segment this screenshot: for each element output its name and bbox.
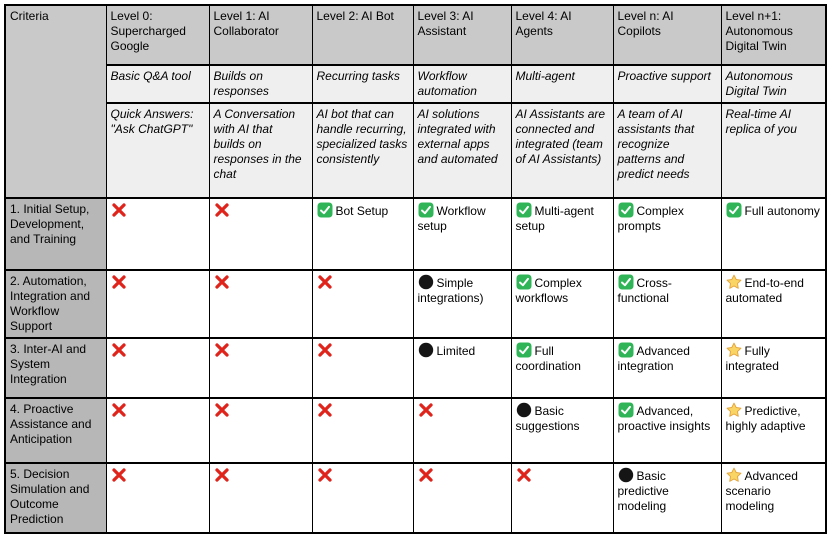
matrix-cell [209, 398, 312, 463]
tagline-cell-level-0: Basic Q&A tool [106, 65, 209, 103]
matrix-cell-text: Predictive, highly adaptive [725, 404, 806, 433]
cross-icon [214, 344, 233, 358]
matrix-cell [413, 270, 511, 338]
matrix-cell [721, 398, 826, 463]
check-icon [618, 344, 637, 358]
star-icon [726, 404, 745, 418]
description-cell-level-5: A team of AI assistants that recognize patterns and predict needs [613, 103, 721, 198]
matrix-cell-text: Complex workflows [515, 276, 582, 305]
matrix-cell [413, 398, 511, 463]
cross-icon [418, 469, 437, 483]
tagline-cell-level-6: Autonomous Digital Twin [721, 65, 826, 103]
criteria-column-header: Criteria [5, 5, 106, 198]
matrix-cell [413, 198, 511, 270]
table-row [5, 398, 826, 463]
criteria-row-label-1: 1. Initial Setup, Development, and Training [5, 198, 106, 270]
matrix-cell [721, 198, 826, 270]
matrix-cell [106, 338, 209, 398]
description-cell-level-6: Real-time AI replica of you [721, 103, 826, 198]
description-cell-level-2: AI bot that can handle recurring, specialized tasks consistently [312, 103, 413, 198]
matrix-cell-text: Advanced scenario modeling [725, 469, 798, 513]
tagline-cell-level-5: Proactive support [613, 65, 721, 103]
matrix-cell [106, 198, 209, 270]
cross-icon [516, 469, 535, 483]
criteria-row-label-2: 2. Automation, Integration and Workflow Support [5, 270, 106, 338]
criteria-row-label-3: 3. Inter-AI and System Integration [5, 338, 106, 398]
matrix-cell-text: Workflow setup [417, 204, 486, 233]
table-row [5, 338, 826, 398]
star-icon [726, 469, 745, 483]
check-icon [516, 344, 535, 358]
table-body [5, 198, 826, 533]
black-circle-icon [618, 469, 637, 483]
check-icon [317, 204, 336, 218]
check-icon [618, 404, 637, 418]
matrix-cell [511, 398, 613, 463]
matrix-cell [312, 463, 413, 533]
cross-icon [418, 404, 437, 418]
cross-icon [111, 276, 130, 290]
table-row [5, 270, 826, 338]
column-header-level-1: Level 1: AI Collaborator [209, 5, 312, 65]
criteria-row-label-5: 5. Decision Simulation and Outcome Prediction [5, 463, 106, 533]
matrix-cell [613, 270, 721, 338]
table-row [5, 198, 826, 270]
black-circle-icon [516, 404, 535, 418]
criteria-row-label-4: 4. Proactive Assistance and Anticipation [5, 398, 106, 463]
check-icon [618, 276, 637, 290]
tagline-cell-level-2: Recurring tasks [312, 65, 413, 103]
tagline-cell-level-3: Workflow automation [413, 65, 511, 103]
check-icon [618, 204, 637, 218]
matrix-cell [209, 198, 312, 270]
matrix-cell [721, 270, 826, 338]
column-header-level-3: Level 3: AI Assistant [413, 5, 511, 65]
matrix-cell-text: Fully integrated [725, 344, 779, 373]
matrix-cell-text: End-to-end automated [725, 276, 804, 305]
check-icon [516, 276, 535, 290]
matrix-cell [209, 338, 312, 398]
check-icon [516, 204, 535, 218]
matrix-cell [209, 463, 312, 533]
cross-icon [111, 204, 130, 218]
matrix-cell [312, 338, 413, 398]
tagline-cell-level-4: Multi-agent [511, 65, 613, 103]
matrix-cell [312, 398, 413, 463]
matrix-cell-text: Complex prompts [617, 204, 684, 233]
cross-icon [317, 404, 336, 418]
matrix-cell [511, 463, 613, 533]
matrix-cell [312, 270, 413, 338]
matrix-cell [613, 398, 721, 463]
matrix-cell-text: Advanced, proactive insights [617, 404, 711, 433]
matrix-cell-text: Bot Setup [335, 204, 389, 218]
matrix-cell [106, 270, 209, 338]
description-cell-level-1: A Conversation with AI that builds on responses in the chat [209, 103, 312, 198]
matrix-cell [613, 463, 721, 533]
description-cell-level-3: AI solutions integrated with external apps and automated [413, 103, 511, 198]
matrix-cell-text: Limited [436, 344, 476, 358]
comparison-table [4, 4, 827, 534]
matrix-cell [613, 198, 721, 270]
matrix-cell [511, 270, 613, 338]
matrix-cell [721, 463, 826, 533]
matrix-cell [511, 338, 613, 398]
column-header-level-0: Level 0: Supercharged Google [106, 5, 209, 65]
black-circle-icon [418, 344, 437, 358]
matrix-cell [209, 270, 312, 338]
check-icon [418, 204, 437, 218]
column-header-level-2: Level 2: AI Bot [312, 5, 413, 65]
matrix-cell [413, 463, 511, 533]
star-icon [726, 276, 745, 290]
cross-icon [317, 469, 336, 483]
matrix-cell [106, 463, 209, 533]
cross-icon [214, 204, 233, 218]
matrix-cell [613, 338, 721, 398]
matrix-cell [312, 198, 413, 270]
matrix-cell-text: Full coordination [515, 344, 581, 373]
cross-icon [111, 404, 130, 418]
matrix-cell-text: Cross-functional [617, 276, 672, 305]
column-header-level-6: Level n+1: Autonomous Digital Twin [721, 5, 826, 65]
cross-icon [214, 276, 233, 290]
cross-icon [214, 469, 233, 483]
table-row [5, 463, 826, 533]
matrix-cell [511, 198, 613, 270]
matrix-cell-text: Multi-agent setup [515, 204, 594, 233]
matrix-cell-text: Simple integrations) [417, 276, 484, 305]
cross-icon [111, 344, 130, 358]
description-cell-level-4: AI Assistants are connected and integrated (team of AI Assistants) [511, 103, 613, 198]
matrix-cell-text: Advanced integration [617, 344, 690, 373]
matrix-cell-text: Full autonomy [744, 204, 820, 218]
check-icon [726, 204, 745, 218]
table-header [5, 5, 826, 198]
cross-icon [317, 276, 336, 290]
matrix-cell [721, 338, 826, 398]
matrix-cell-text: Basic predictive modeling [617, 469, 669, 513]
matrix-cell [106, 398, 209, 463]
matrix-cell-text: Basic suggestions [515, 404, 580, 433]
cross-icon [111, 469, 130, 483]
star-icon [726, 344, 745, 358]
column-header-level-4: Level 4: AI Agents [511, 5, 613, 65]
description-cell-level-0: Quick Answers: "Ask ChatGPT" [106, 103, 209, 198]
cross-icon [317, 344, 336, 358]
column-header-level-5: Level n: AI Copilots [613, 5, 721, 65]
black-circle-icon [418, 276, 437, 290]
tagline-cell-level-1: Builds on responses [209, 65, 312, 103]
matrix-cell [413, 338, 511, 398]
cross-icon [214, 404, 233, 418]
